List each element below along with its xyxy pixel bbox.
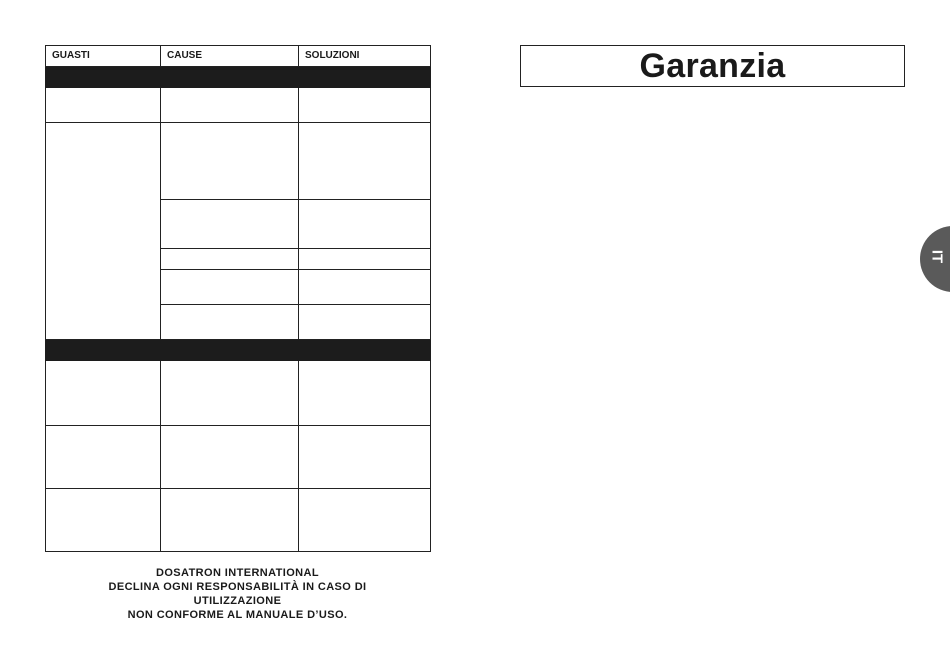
table-cell (161, 361, 299, 426)
table-cell (161, 249, 299, 270)
table-cell (299, 88, 431, 123)
page-title-box (520, 45, 905, 87)
disclaimer-line: NON CONFORME AL MANUALE D’USO. (127, 609, 348, 621)
table-header-row (46, 46, 431, 67)
disclaimer-line: DOSATRON INTERNATIONAL (156, 567, 319, 579)
table-cell (46, 361, 161, 426)
table-cell (299, 270, 431, 305)
table-row (46, 88, 431, 123)
language-tab-label: IT (928, 249, 946, 264)
table-cell (299, 200, 431, 249)
header-guasti: GUASTI (46, 46, 161, 67)
disclaimer-line: DECLINA OGNI RESPONSABILITÀ IN CASO DI (108, 581, 367, 593)
disclaimer-note (45, 566, 430, 622)
table-cell (299, 489, 431, 552)
table-cell (299, 426, 431, 489)
section-band (46, 340, 431, 361)
table-cell (46, 88, 161, 123)
table-cell (161, 489, 299, 552)
table-cell (161, 270, 299, 305)
table-cell (161, 305, 299, 340)
table-cell (299, 305, 431, 340)
table-cell (46, 489, 161, 552)
table-cell (161, 426, 299, 489)
table-row (46, 426, 431, 489)
table-cell (299, 123, 431, 200)
table-cell (46, 426, 161, 489)
page-title: Garanzia (639, 46, 786, 85)
table-cell (299, 249, 431, 270)
header-cause: CAUSE (161, 46, 299, 67)
table-cell (161, 200, 299, 249)
table-row (46, 361, 431, 426)
troubleshooting-table (45, 45, 431, 552)
table-cell (161, 123, 299, 200)
language-tab (920, 226, 950, 292)
table-row (46, 123, 431, 200)
table-cell (299, 361, 431, 426)
table-cell (46, 123, 161, 340)
header-soluzioni: SOLUZIONI (299, 46, 431, 67)
section-band (46, 67, 431, 88)
table-row (46, 489, 431, 552)
disclaimer-line: UTILIZZAZIONE (193, 595, 282, 607)
table-cell (161, 88, 299, 123)
